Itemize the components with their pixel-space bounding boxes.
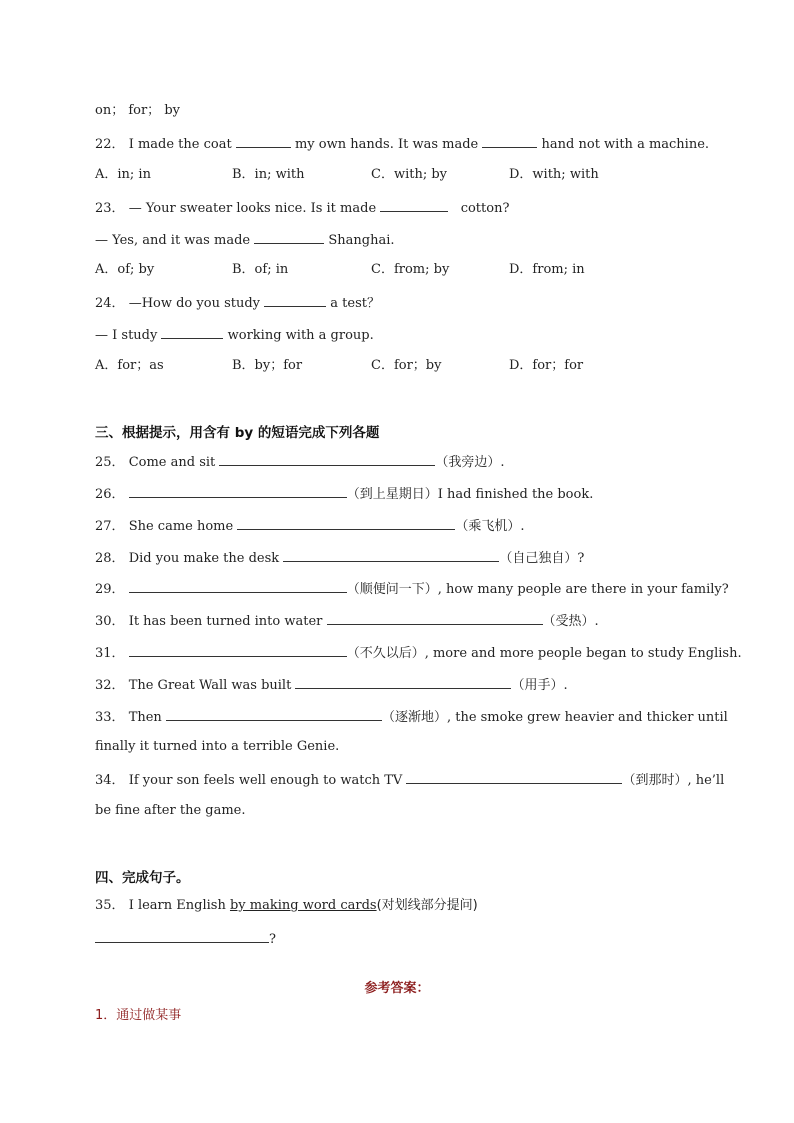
- question-text: If your son feels well enough to watch TV: [128, 773, 403, 788]
- question-text: hand not with a machine.: [541, 137, 710, 152]
- question-number: 23．: [95, 201, 125, 216]
- hint: （受热）: [542, 614, 595, 629]
- question-number: 28．: [95, 551, 125, 566]
- hint: （乘飞机）: [455, 519, 521, 534]
- option-a[interactable]: A．in; in: [95, 167, 151, 182]
- question-number: 22．: [95, 137, 125, 152]
- question-26: [95, 484, 593, 504]
- question-text: —How do you study: [128, 296, 261, 311]
- question-33-continuation: finally it turned into a terrible Genie.: [95, 739, 340, 754]
- question-text: I learn English: [128, 898, 226, 913]
- question-text: .: [563, 678, 568, 693]
- question-24: [95, 293, 380, 313]
- question-23: [95, 198, 509, 218]
- option-b[interactable]: B．by；for: [232, 358, 303, 373]
- question-text: cotton?: [460, 201, 510, 216]
- hint: （用手）: [511, 678, 564, 693]
- hint: （自己独自）: [499, 551, 578, 566]
- question-text: — Yes, and it was made: [95, 233, 251, 248]
- question-text: — I study: [95, 328, 158, 343]
- question-27: [95, 516, 525, 536]
- answer-blank[interactable]: [482, 134, 537, 148]
- question-24-line-2: [95, 325, 374, 345]
- question-31: [95, 643, 742, 663]
- option-b[interactable]: B．in; with: [232, 167, 305, 182]
- answer-blank[interactable]: [254, 230, 324, 244]
- question-28: [95, 548, 584, 568]
- question-35-answer-line: [95, 929, 276, 949]
- question-29: [95, 579, 729, 599]
- question-number: 27．: [95, 519, 125, 534]
- answer-blank[interactable]: [264, 293, 326, 307]
- section-4-title: 四、完成句子。: [95, 870, 190, 886]
- question-number: 33．: [95, 710, 125, 725]
- question-number: 32．: [95, 678, 125, 693]
- answer-blank[interactable]: [129, 643, 347, 657]
- question-text: .: [594, 614, 599, 629]
- question-number: 30．: [95, 614, 125, 629]
- question-text: a test？: [330, 296, 380, 311]
- question-text: I had finished the book.: [437, 487, 594, 502]
- instruction: (对划线部分提问): [376, 898, 478, 913]
- question-text: working with a group.: [227, 328, 374, 343]
- question-text: , more and more people began to study English.: [424, 646, 742, 661]
- option-d[interactable]: D．for；for: [509, 358, 584, 373]
- question-text: Shanghai.: [328, 233, 395, 248]
- question-text: my own hands. It was made: [294, 137, 479, 152]
- answer-blank[interactable]: [237, 516, 455, 530]
- question-number: 31．: [95, 646, 125, 661]
- question-text: It has been turned into water: [128, 614, 323, 629]
- question-34-continuation: be fine after the game.: [95, 803, 246, 818]
- question-33: [95, 707, 728, 727]
- question-text: , he’ll: [687, 773, 725, 788]
- question-number: 26．: [95, 487, 125, 502]
- answer-blank[interactable]: [236, 134, 291, 148]
- question-text: ?: [577, 551, 585, 566]
- question-text: The Great Wall was built: [128, 678, 292, 693]
- option-b[interactable]: B．of; in: [232, 262, 289, 277]
- option-d[interactable]: D．with; with: [509, 167, 599, 182]
- section-3-title: 三、根据提示，用含有 by 的短语完成下列各题: [95, 425, 380, 441]
- question-text: , the smoke grew heavier and thicker until: [446, 710, 728, 725]
- question-number: 24．: [95, 296, 125, 311]
- underlined-phrase: by making word cards: [229, 898, 377, 913]
- hint: （顺便问一下）: [346, 582, 438, 597]
- answer-blank[interactable]: [406, 770, 622, 784]
- answer-blank[interactable]: [95, 929, 269, 943]
- question-text: — Your sweater looks nice. Is it made: [128, 201, 377, 216]
- answer-blank[interactable]: [219, 452, 435, 466]
- question-text: Come and sit: [128, 455, 216, 470]
- answer-blank[interactable]: [380, 198, 448, 212]
- hint: （到那时）: [622, 773, 688, 788]
- answer-blank[interactable]: [166, 707, 382, 721]
- option-a[interactable]: A．of; by: [95, 262, 155, 277]
- question-text: I made the coat: [128, 137, 232, 152]
- question-text: .: [520, 519, 525, 534]
- question-25: [95, 452, 505, 472]
- answer-blank[interactable]: [161, 325, 223, 339]
- answer-blank[interactable]: [129, 484, 347, 498]
- hint: （我旁边）: [435, 455, 501, 470]
- question-number: 29．: [95, 582, 125, 597]
- option-c[interactable]: C．from; by: [371, 262, 450, 277]
- question-23-line-2: [95, 230, 395, 250]
- answer-blank[interactable]: [295, 675, 511, 689]
- answer-blank[interactable]: [327, 611, 543, 625]
- question-35: [95, 897, 478, 915]
- word-options-line: on； for； by: [95, 103, 180, 118]
- question-text: She came home: [128, 519, 234, 534]
- hint: （逐渐地）: [381, 710, 447, 725]
- answers-title: 参考答案：: [364, 981, 430, 996]
- question-34: [95, 770, 724, 790]
- option-c[interactable]: C．with; by: [371, 167, 448, 182]
- answer-1: 1．通过做某事: [95, 1008, 182, 1023]
- option-a[interactable]: A．for；as: [95, 358, 164, 373]
- question-30: [95, 611, 599, 631]
- question-mark: ?: [269, 932, 276, 947]
- option-d[interactable]: D．from; in: [509, 262, 585, 277]
- hint: （不久以后）: [346, 646, 425, 661]
- question-22: [95, 134, 709, 154]
- question-number: 35．: [95, 898, 125, 913]
- question-text: .: [500, 455, 505, 470]
- question-text: Then: [128, 710, 162, 725]
- option-c[interactable]: C．for；by: [371, 358, 442, 373]
- answer-blank[interactable]: [129, 579, 347, 593]
- question-32: [95, 675, 568, 695]
- question-number: 34．: [95, 773, 125, 788]
- question-text: Did you make the desk: [128, 551, 280, 566]
- hint: （到上星期日）: [346, 487, 438, 502]
- question-number: 25．: [95, 455, 125, 470]
- answer-blank[interactable]: [283, 548, 499, 562]
- question-text: , how many people are there in your family?: [437, 582, 729, 597]
